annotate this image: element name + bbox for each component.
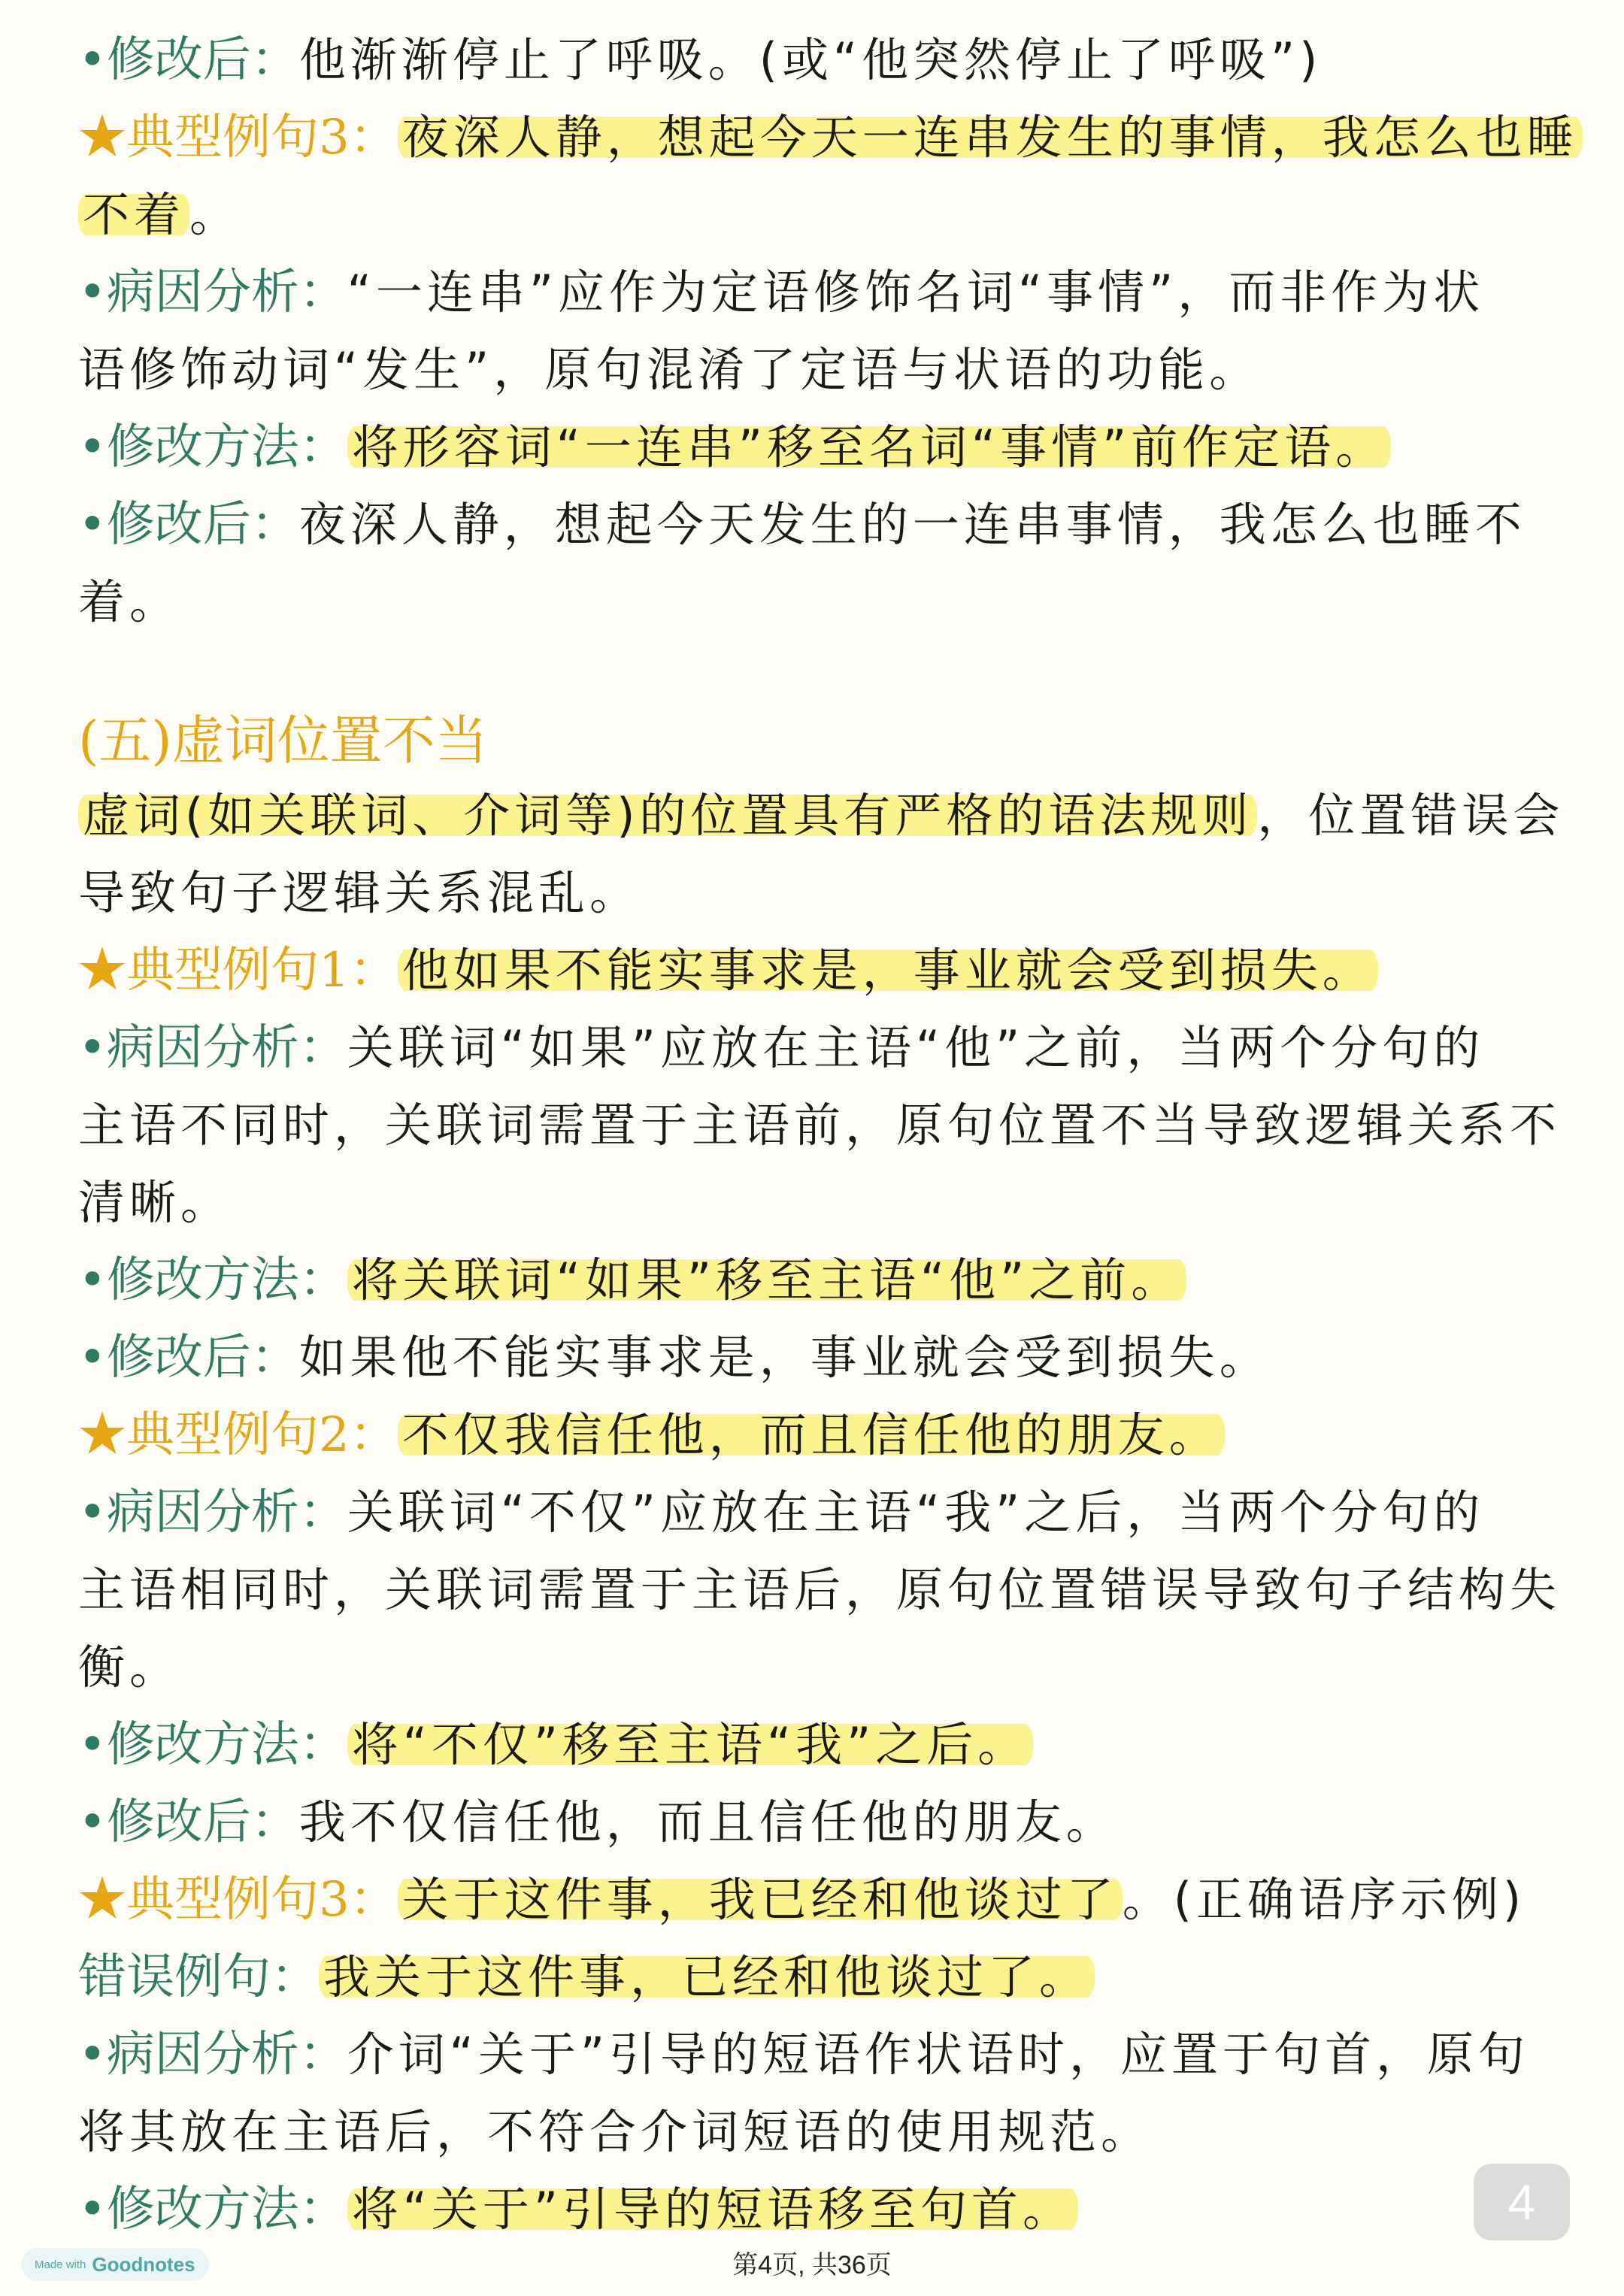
text-line bbox=[78, 2017, 1552, 2092]
body-text: 衡。 bbox=[78, 1640, 181, 1695]
line-label: ★典型例句2： bbox=[78, 1407, 398, 1463]
line-label: •修改方法： bbox=[78, 1253, 347, 1308]
highlighted-text: 不着。 bbox=[78, 187, 241, 242]
text-line bbox=[78, 1630, 1552, 1705]
text-line bbox=[78, 1243, 1552, 1318]
text-line bbox=[78, 1785, 1552, 1860]
line-label: •修改方法： bbox=[78, 1717, 347, 1773]
highlighted-text: 虚词(如关联词、介词等)的位置具有严格的语法规则，位置错误会 bbox=[78, 788, 1564, 843]
body-text: “一连串”应作为定语修饰名词“事情”，而非作为状 bbox=[347, 265, 1485, 320]
text-line bbox=[78, 1707, 1552, 1783]
page-number-badge: 4 bbox=[1474, 2164, 1570, 2240]
text-line bbox=[78, 1165, 1552, 1240]
text-line bbox=[78, 1552, 1562, 1628]
highlighted-text: 将“不仅”移至主语“我”之后。 bbox=[347, 1717, 1033, 1772]
highlighted-text: 我关于这件事，已经和他谈过了。 bbox=[319, 1949, 1095, 2004]
line-label: •修改后： bbox=[78, 497, 299, 553]
text-line bbox=[78, 2095, 1552, 2170]
highlighted-text: 夜深人静，想起今天一连串发生的事情，我怎么也睡 bbox=[398, 110, 1583, 165]
text-line bbox=[78, 1320, 1552, 1395]
line-label: ★典型例句3： bbox=[78, 110, 398, 165]
highlighted-text: 关于这件事，我已经和他谈过了。(正确语序示例) bbox=[398, 1872, 1526, 1927]
highlighted-text: 将“关于”引导的短语移至句首。 bbox=[347, 2182, 1078, 2237]
body-text: 如果他不能实事求是，事业就会受到损失。 bbox=[298, 1330, 1271, 1385]
text-line bbox=[78, 1398, 1552, 1473]
text-line bbox=[78, 2172, 1552, 2247]
text-line bbox=[78, 778, 1565, 853]
highlighted-text: 将形容词“一连串”移至名词“事情”前作定语。 bbox=[347, 420, 1391, 474]
line-label: •病因分析： bbox=[78, 1020, 347, 1076]
body-text: 着。 bbox=[78, 574, 181, 629]
text-line bbox=[78, 332, 1552, 407]
body-text: 导致句子逻辑关系混乱。 bbox=[78, 865, 641, 920]
line-label: •修改后： bbox=[78, 1795, 299, 1850]
text-line bbox=[78, 1010, 1552, 1086]
body-text: 我不仅信任他，而且信任他的朋友。 bbox=[298, 1795, 1117, 1849]
made-with-text: Made with bbox=[35, 2258, 86, 2271]
section-heading: (五)虚词位置不当 bbox=[78, 710, 488, 771]
line-label: •修改后： bbox=[78, 32, 299, 88]
body-text: 主语相同时，关联词需置于主语后，原句位置错误导致句子结构失 bbox=[78, 1562, 1562, 1617]
line-label: ★典型例句1： bbox=[78, 943, 398, 998]
text-line bbox=[78, 856, 1552, 931]
line-label: ★典型例句3： bbox=[78, 1872, 398, 1928]
line-label: •病因分析： bbox=[78, 2027, 347, 2082]
body-text: 主语不同时，关联词需置于主语前，原句位置不当导致逻辑关系不 bbox=[78, 1098, 1562, 1153]
highlighted-text: 将关联词“如果”移至主语“他”之前。 bbox=[347, 1253, 1186, 1307]
text-line bbox=[78, 255, 1552, 330]
page-footer: 第4页, 共36页 bbox=[732, 2251, 892, 2279]
text-line bbox=[78, 1088, 1562, 1163]
body-text: 关联词“不仅”应放在主语“我”之后，当两个分句的 bbox=[347, 1485, 1485, 1540]
body-text: 关联词“如果”应放在主语“他”之前，当两个分句的 bbox=[347, 1020, 1485, 1075]
highlighted-text: 他如果不能实事求是，事业就会受到损失。 bbox=[398, 943, 1378, 998]
highlighted-text: 不仅我信任他，而且信任他的朋友。 bbox=[398, 1407, 1225, 1462]
line-label: •病因分析： bbox=[78, 1485, 347, 1540]
text-line bbox=[78, 1862, 1552, 1937]
text-line bbox=[78, 177, 1552, 253]
text-line bbox=[78, 1475, 1552, 1550]
line-label: •修改方法： bbox=[78, 420, 347, 475]
line-label: 错误例句： bbox=[78, 1949, 319, 2005]
body-text: 他渐渐停止了呼吸。(或“他突然停止了呼吸”) bbox=[298, 32, 1323, 87]
text-line bbox=[78, 565, 1552, 640]
text-line bbox=[78, 23, 1552, 98]
body-text: 将其放在主语后，不符合介词短语的使用规范。 bbox=[78, 2104, 1153, 2159]
body-text: 清晰。 bbox=[78, 1175, 232, 1230]
text-line bbox=[78, 1940, 1552, 2015]
body-text: 语修饰动词“发生”，原句混淆了定语与状语的功能。 bbox=[78, 342, 1261, 397]
text-line bbox=[78, 410, 1552, 485]
line-label: •修改方法： bbox=[78, 2182, 347, 2237]
text-line bbox=[78, 100, 1578, 175]
text-line bbox=[78, 487, 1552, 562]
goodnotes-brand: Goodnotes bbox=[92, 2252, 195, 2276]
body-text: 介词“关于”引导的短语作状语时，应置于句首，原句 bbox=[347, 2027, 1529, 2082]
body-text: 夜深人静，想起今天发生的一连串事情，我怎么也睡不 bbox=[298, 497, 1526, 552]
text-line bbox=[78, 933, 1552, 1008]
line-label: •病因分析： bbox=[78, 265, 347, 320]
line-label: •修改后： bbox=[78, 1330, 299, 1386]
